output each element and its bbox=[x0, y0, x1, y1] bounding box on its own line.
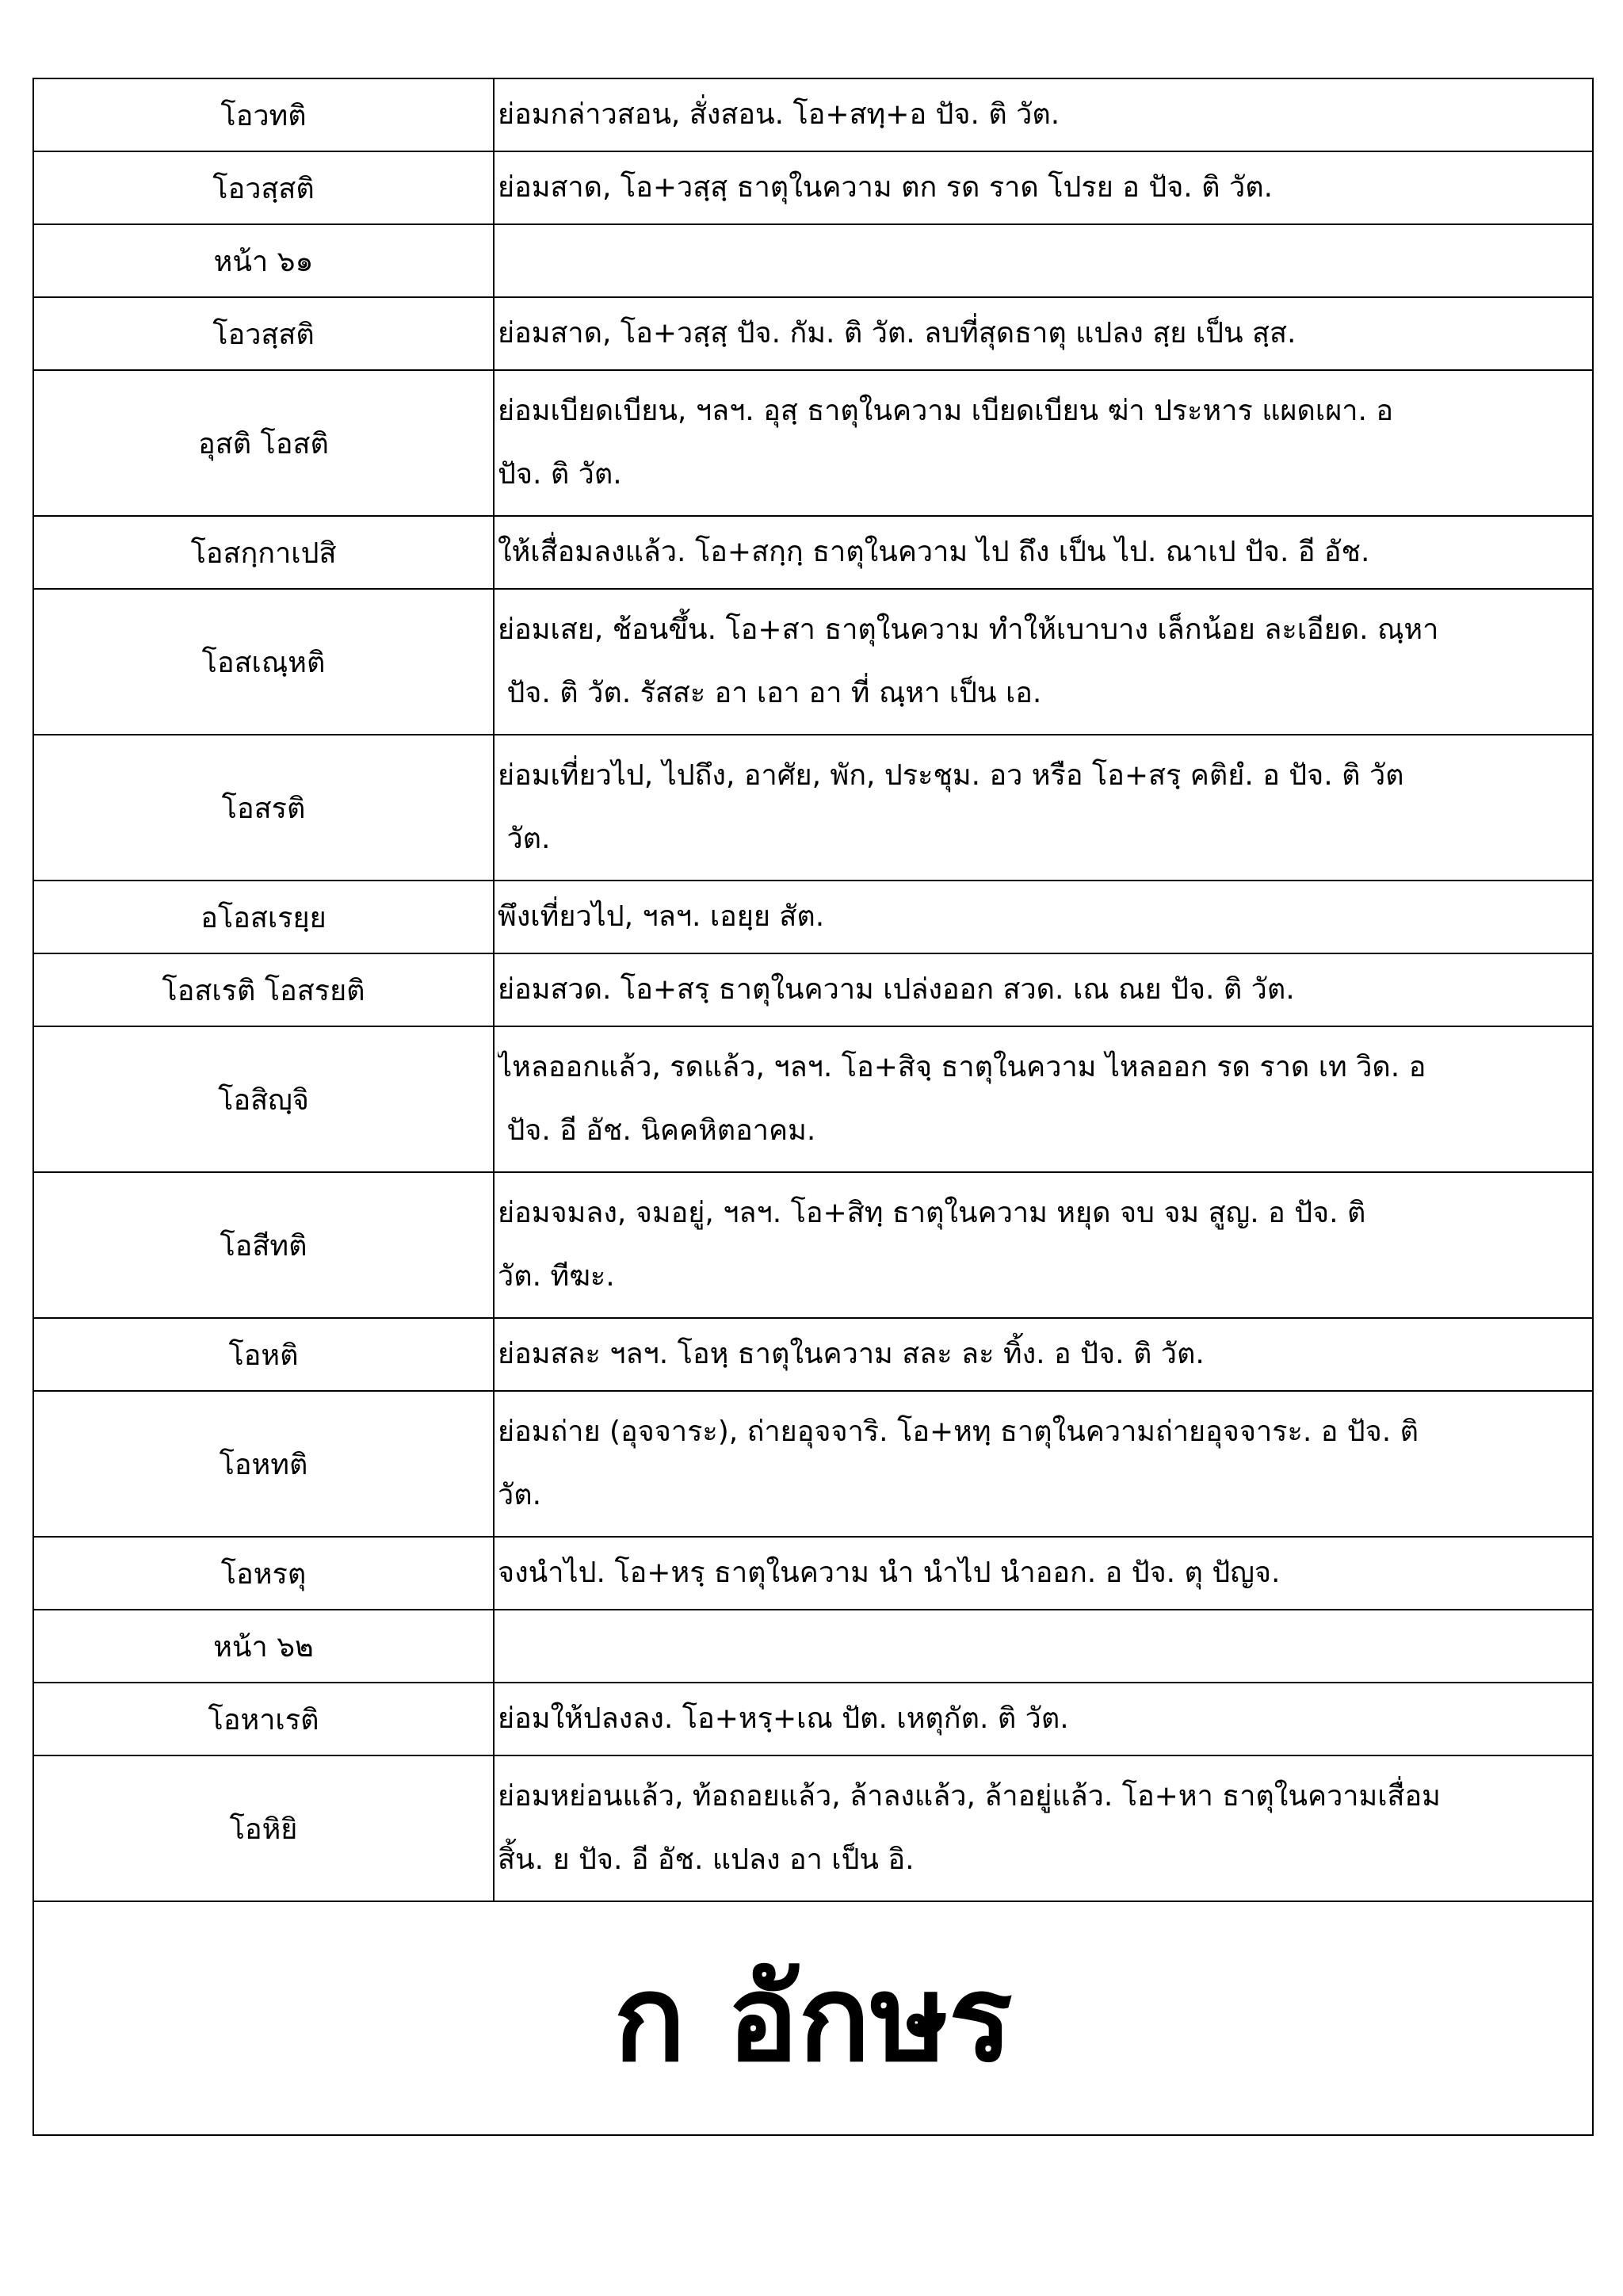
definition-line: ไหลออกแล้ว, รดแล้ว, ฯลฯ. โอ+สิจฺ ธาตุในความ ไหลออก รด ราด เท วิด. อ bbox=[498, 1051, 1426, 1083]
entry-definition bbox=[494, 881, 1593, 953]
entry-term: โอวทติ bbox=[33, 78, 494, 151]
definition-line: ย่อมสวด. โอ+สรฺ ธาตุในความ เปล่งออก สวด. เณ ณย ปัจ. ติ วัต. bbox=[498, 973, 1295, 1006]
definition-line: ให้เสื่อมลงแล้ว. โอ+สกฺกฺ ธาตุในความ ไป ถึง เป็น ไป. ณาเป ปัจ. อี อัช. bbox=[498, 536, 1370, 568]
dictionary-table bbox=[32, 78, 1594, 2136]
entry-definition bbox=[494, 370, 1593, 516]
definition-line: ปัจ. ติ วัต. รัสสะ อา เอา อา ที่ ณฺหา เป็น เอ. bbox=[498, 677, 1042, 709]
definition-line: ย่อมจมลง, จมอยู่, ฯลฯ. โอ+สิทฺ ธาตุในความ หยุด จบ จม สูญ. อ ปัจ. ติ bbox=[498, 1197, 1366, 1229]
definition-line: วัต. bbox=[498, 1479, 542, 1511]
entry-definition bbox=[494, 516, 1593, 589]
definition-line: ย่อมให้ปลงลง. โอ+หรฺ+เณ ปัต. เหตุกัต. ติ วัต. bbox=[498, 1702, 1069, 1735]
entry-definition bbox=[494, 224, 1593, 297]
entry-definition bbox=[494, 151, 1593, 224]
definition-line: วัต. bbox=[498, 823, 551, 855]
definition-line: จงนำไป. โอ+หรฺ ธาตุในความ นำ นำไป นำออก. อ ปัจ. ตุ ปัญจ. bbox=[498, 1557, 1281, 1589]
entry-row bbox=[33, 1172, 1593, 1318]
entry-term: โอหิยิ bbox=[33, 1755, 494, 1901]
entry-term: โอสรติ bbox=[33, 735, 494, 881]
entry-row bbox=[33, 735, 1593, 881]
definition-line: ปัจ. อี อัช. นิคคหิตอาคม. bbox=[498, 1114, 816, 1147]
section-heading: ก อักษร bbox=[33, 1901, 1593, 2135]
entry-definition bbox=[494, 589, 1593, 735]
entry-row bbox=[33, 881, 1593, 953]
entry-row bbox=[33, 589, 1593, 735]
entry-definition bbox=[494, 1318, 1593, 1391]
entry-term: โอวสฺสติ bbox=[33, 151, 494, 224]
entry-row bbox=[33, 953, 1593, 1026]
entry-definition bbox=[494, 1391, 1593, 1537]
entry-term: โอหรตุ bbox=[33, 1537, 494, 1610]
entry-term: โอสเณฺหติ bbox=[33, 589, 494, 735]
entry-term: โอวสฺสติ bbox=[33, 297, 494, 370]
entry-definition bbox=[494, 1610, 1593, 1683]
page-marker-row bbox=[33, 224, 1593, 297]
definition-line: ย่อมสละ ฯลฯ. โอหฺ ธาตุในความ สละ ละ ทิ้ง. อ ปัจ. ติ วัต. bbox=[498, 1338, 1205, 1370]
entry-row bbox=[33, 516, 1593, 589]
entry-term: อุสติ โอสติ bbox=[33, 370, 494, 516]
entry-row bbox=[33, 1683, 1593, 1755]
definition-line: สิ้น. ย ปัจ. อี อัช. แปลง อา เป็น อิ. bbox=[498, 1843, 915, 1876]
definition-line: พึงเที่ยวไป, ฯลฯ. เอยฺย สัต. bbox=[498, 900, 825, 933]
entry-row bbox=[33, 1755, 1593, 1901]
entry-term: โอหทติ bbox=[33, 1391, 494, 1537]
entry-term: โอสีทติ bbox=[33, 1172, 494, 1318]
entry-definition bbox=[494, 1755, 1593, 1901]
entry-definition bbox=[494, 1026, 1593, 1172]
definition-line: ย่อมเบียดเบียน, ฯลฯ. อุสฺ ธาตุในความ เบียดเบียน ฆ่า ประหาร แผดเผา. อ bbox=[498, 395, 1394, 427]
entry-row bbox=[33, 1318, 1593, 1391]
definition-line: ปัจ. ติ วัต. bbox=[498, 458, 622, 491]
entry-definition bbox=[494, 1683, 1593, 1755]
entry-row bbox=[33, 1026, 1593, 1172]
entry-row bbox=[33, 1391, 1593, 1537]
entry-row bbox=[33, 78, 1593, 151]
entry-definition bbox=[494, 1172, 1593, 1318]
definition-line: ย่อมสาด, โอ+วสฺสฺ ปัจ. กัม. ติ วัต. ลบที่สุดธาตุ แปลง สฺย เป็น สฺส. bbox=[498, 317, 1296, 350]
definition-line: ย่อมกล่าวสอน, สั่งสอน. โอ+สทฺ+อ ปัจ. ติ วัต. bbox=[498, 98, 1060, 131]
definition-line: ย่อมถ่าย (อุจจาระ), ถ่ายอุจจาริ. โอ+หทฺ ธาตุในความถ่ายอุจจาระ. อ ปัจ. ติ bbox=[498, 1415, 1419, 1448]
definition-line: ย่อมหย่อนแล้ว, ท้อถอยแล้ว, ล้าลงแล้ว, ล้าอยู่แล้ว. โอ+หา ธาตุในความเสื่อม bbox=[498, 1780, 1441, 1813]
entry-term: โอหาเรติ bbox=[33, 1683, 494, 1755]
entry-definition bbox=[494, 297, 1593, 370]
entry-row bbox=[33, 370, 1593, 516]
entry-row bbox=[33, 297, 1593, 370]
entry-term: โอสเรติ โอสรยติ bbox=[33, 953, 494, 1026]
entry-definition bbox=[494, 735, 1593, 881]
entry-definition bbox=[494, 1537, 1593, 1610]
entry-term: โอหติ bbox=[33, 1318, 494, 1391]
entry-row bbox=[33, 1537, 1593, 1610]
entry-row bbox=[33, 151, 1593, 224]
entry-term: โอสิญฺจิ bbox=[33, 1026, 494, 1172]
entry-definition bbox=[494, 953, 1593, 1026]
page-marker: หน้า ๖๒ bbox=[33, 1610, 494, 1683]
page-marker-row bbox=[33, 1610, 1593, 1683]
definition-line: วัต. ทีฆะ. bbox=[498, 1260, 615, 1293]
page-marker: หน้า ๖๑ bbox=[33, 224, 494, 297]
definition-line: ย่อมสาด, โอ+วสฺสฺ ธาตุในความ ตก รด ราด โปรย อ ปัจ. ติ วัต. bbox=[498, 171, 1274, 204]
definition-line: ย่อมเที่ยวไป, ไปถึง, อาศัย, พัก, ประชุม. อว หรือ โอ+สรฺ คติยํ. อ ปัจ. ติ วัต bbox=[498, 759, 1404, 792]
definition-line: ย่อมเสย, ช้อนขึ้น. โอ+สา ธาตุในความ ทำให้เบาบาง เล็กน้อย ละเอียด. ณฺหา bbox=[498, 613, 1439, 646]
entry-term: โอสกฺกาเปสิ bbox=[33, 516, 494, 589]
entry-term: อโอสเรยฺย bbox=[33, 881, 494, 953]
entry-definition bbox=[494, 78, 1593, 151]
section-heading-row bbox=[33, 1901, 1593, 2135]
